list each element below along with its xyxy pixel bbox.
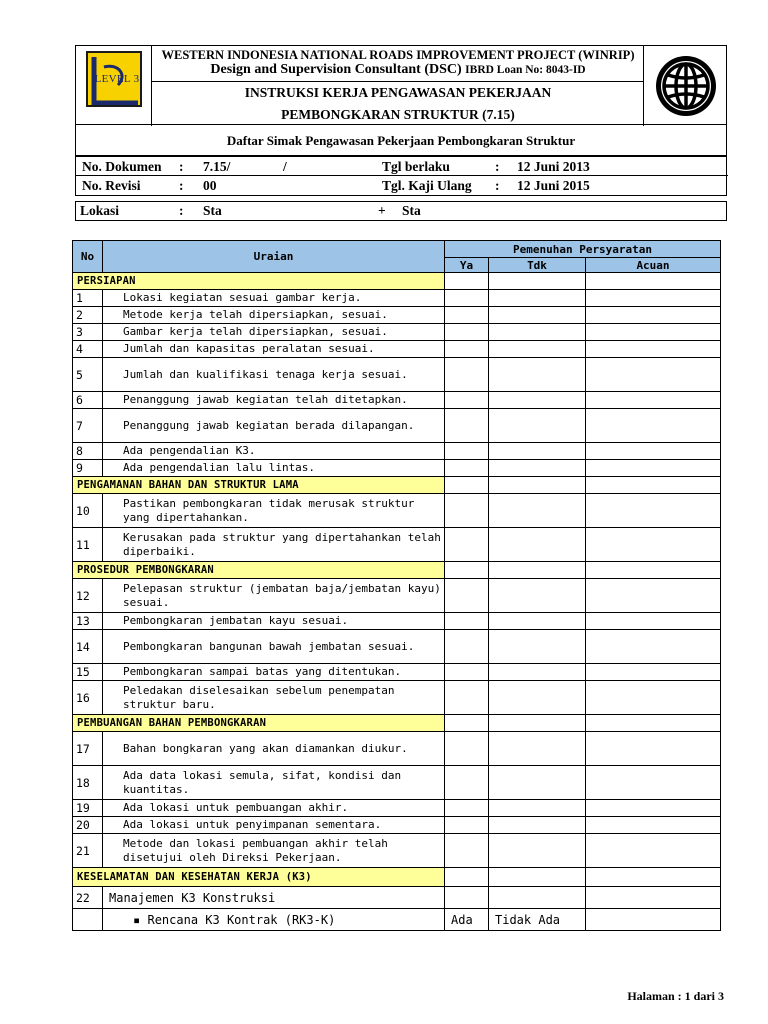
table-row [73, 460, 721, 477]
item-description: Pembongkaran sampai batas yang ditentukan. [103, 664, 445, 681]
tdk-checkbox-cell[interactable] [489, 817, 586, 834]
acuan-cell[interactable] [586, 341, 721, 358]
document-title [152, 82, 644, 126]
ya-checkbox-cell[interactable] [445, 800, 489, 817]
location-sta-start: Sta [203, 203, 222, 218]
item-number [73, 909, 103, 931]
project-row [152, 46, 644, 82]
section-empty-cell [489, 715, 586, 732]
document-header [75, 45, 727, 125]
item-description: Metode kerja telah dipersiapkan, sesuai. [103, 307, 445, 324]
item-description: Peledakan diselesaikan sebelum penempatan struktur baru. [103, 681, 445, 715]
title-line-2: PEMBONGKARAN STRUKTUR (7.15) [281, 107, 515, 122]
table-row [73, 817, 721, 834]
revision-label: No. Revisi [82, 178, 141, 193]
section-row [73, 715, 721, 732]
section-row [73, 868, 721, 887]
acuan-cell[interactable] [586, 613, 721, 630]
revision-sep: : [179, 178, 184, 193]
item-description: Ada lokasi untuk pembuangan akhir. [103, 800, 445, 817]
section-empty-cell [445, 562, 489, 579]
table-row [73, 887, 721, 909]
tdk-checkbox-cell[interactable] [489, 613, 586, 630]
item-number: 10 [73, 494, 103, 528]
item-number: 8 [73, 443, 103, 460]
tdk-checkbox-cell[interactable] [489, 358, 586, 392]
col-acuan-header: Acuan [586, 258, 721, 273]
tdk-checkbox-cell[interactable] [489, 681, 586, 715]
tdk-checkbox-cell[interactable] [489, 766, 586, 800]
checklist-table [72, 240, 721, 931]
title-line-1: INSTRUKSI KERJA PENGAWASAN PEKERJAAN [244, 85, 552, 100]
acuan-cell[interactable] [586, 817, 721, 834]
tdk-checkbox-cell[interactable] [489, 307, 586, 324]
table-row [73, 409, 721, 443]
section-empty-cell [445, 477, 489, 494]
valid-date-label: Tgl berlaku [382, 159, 450, 174]
acuan-cell[interactable] [586, 392, 721, 409]
table-row [73, 681, 721, 715]
tdk-checkbox-cell[interactable] [489, 630, 586, 664]
section-row [73, 562, 721, 579]
item-number: 4 [73, 341, 103, 358]
acuan-cell[interactable] [586, 664, 721, 681]
item-description: Penanggung jawab kegiatan berada dilapangan. [103, 409, 445, 443]
item-number: 21 [73, 834, 103, 868]
item-number: 22 [73, 887, 103, 909]
revision-value: 00 [203, 178, 217, 193]
tdk-checkbox-cell[interactable] [489, 460, 586, 477]
tdk-checkbox-cell[interactable] [489, 341, 586, 358]
acuan-cell[interactable] [586, 307, 721, 324]
project-name: WESTERN INDONESIA NATIONAL ROADS IMPROVEMENT PROJECT (WINRIP) [161, 48, 635, 62]
section-title: PENGAMANAN BAHAN DAN STRUKTUR LAMA [73, 477, 445, 494]
ya-checkbox-cell[interactable] [445, 732, 489, 766]
section-title: PEMBUANGAN BAHAN PEMBONGKARAN [73, 715, 445, 732]
k3-body [73, 887, 721, 931]
location-row [75, 201, 727, 221]
item-description: Penanggung jawab kegiatan telah ditetapkan. [103, 392, 445, 409]
section-empty-cell [445, 868, 489, 887]
ya-checkbox-cell[interactable] [445, 494, 489, 528]
consultant-name: Design and Supervision Consultant (DSC) [210, 62, 462, 77]
doc-number-label: No. Dokumen [82, 159, 162, 174]
checklist-body [73, 273, 721, 887]
table-row [73, 494, 721, 528]
item-description: Pelepasan struktur (jembatan baja/jembatan kayu) sesuai. [103, 579, 445, 613]
col-tdk-header: Tdk [489, 258, 586, 273]
item-description: Jumlah dan kualifikasi tenaga kerja sesuai. [103, 358, 445, 392]
item-description: Pembongkaran bangunan bawah jembatan sesuai. [103, 630, 445, 664]
item-description: Ada pengendalian lalu lintas. [103, 460, 445, 477]
item-number: 18 [73, 766, 103, 800]
meta-row-2 [76, 176, 728, 195]
item-number: 17 [73, 732, 103, 766]
item-number: 12 [73, 579, 103, 613]
section-empty-cell [489, 273, 586, 290]
section-row [73, 273, 721, 290]
title-cell [152, 46, 644, 126]
acuan-cell[interactable] [586, 800, 721, 817]
acuan-cell[interactable] [586, 732, 721, 766]
item-number: 13 [73, 613, 103, 630]
ya-checkbox-cell[interactable] [445, 392, 489, 409]
item-number: 14 [73, 630, 103, 664]
acuan-cell[interactable] [586, 630, 721, 664]
table-row [73, 392, 721, 409]
item-description: Gambar kerja telah dipersiapkan, sesuai. [103, 324, 445, 341]
item-description: Bahan bongkaran yang akan diamankan diukur. [103, 732, 445, 766]
ya-checkbox-cell[interactable] [445, 528, 489, 562]
item-description: Lokasi kegiatan sesuai gambar kerja. [103, 290, 445, 307]
item-description: Kerusakan pada struktur yang dipertahankan telah diperbaiki. [103, 528, 445, 562]
section-title: KESELAMATAN DAN KESEHATAN KERJA (K3) [73, 868, 445, 887]
table-row [73, 324, 721, 341]
section-empty-cell [586, 868, 721, 887]
doc-number-slash: / [283, 159, 287, 174]
acuan-cell[interactable] [586, 358, 721, 392]
item-description: Jumlah dan kapasitas peralatan sesuai. [103, 341, 445, 358]
section-empty-cell [586, 562, 721, 579]
item-number: 5 [73, 358, 103, 392]
table-row [73, 341, 721, 358]
ya-checkbox-cell[interactable] [445, 460, 489, 477]
table-row [73, 909, 721, 931]
review-date-label: Tgl. Kaji Ulang [382, 178, 472, 193]
doc-number-sep: : [179, 159, 184, 174]
meta-row-1 [76, 157, 728, 176]
tdk-checkbox-cell[interactable] [489, 579, 586, 613]
ya-checkbox-cell[interactable] [445, 887, 489, 909]
acuan-cell[interactable] [586, 834, 721, 868]
tdk-checkbox-cell[interactable] [489, 443, 586, 460]
col-no-header: No [73, 241, 103, 273]
item-number: 9 [73, 460, 103, 477]
checklist-subtitle: Daftar Simak Pengawasan Pekerjaan Pembongkaran Struktur [75, 124, 727, 156]
ya-option[interactable]: Ada [445, 909, 489, 931]
tdk-option[interactable]: Tidak Ada [489, 909, 586, 931]
level3-logo [86, 51, 142, 107]
item-number: 16 [73, 681, 103, 715]
table-row [73, 630, 721, 664]
logo-cell [76, 46, 152, 126]
consultant-line [152, 62, 644, 78]
tdk-checkbox-cell[interactable] [489, 732, 586, 766]
tdk-checkbox-cell[interactable] [489, 528, 586, 562]
location-plus: + [378, 203, 386, 218]
loan-number: IBRD Loan No: 8043-ID [465, 64, 586, 76]
table-row [73, 613, 721, 630]
item-number: 20 [73, 817, 103, 834]
section-empty-cell [445, 715, 489, 732]
acuan-cell[interactable] [586, 290, 721, 307]
tdk-checkbox-cell[interactable] [489, 800, 586, 817]
item-number: 3 [73, 324, 103, 341]
table-row [73, 732, 721, 766]
table-row [73, 528, 721, 562]
sub-item-text: Rencana K3 Kontrak (RK3-K) [147, 912, 336, 927]
acuan-cell[interactable] [586, 443, 721, 460]
location-sta-end: Sta [402, 203, 421, 218]
item-description: Ada pengendalian K3. [103, 443, 445, 460]
ya-checkbox-cell[interactable] [445, 307, 489, 324]
acuan-cell[interactable] [586, 909, 721, 931]
item-number: 6 [73, 392, 103, 409]
table-row [73, 443, 721, 460]
item-description: Ada lokasi untuk penyimpanan sementara. [103, 817, 445, 834]
tdk-checkbox-cell[interactable] [489, 494, 586, 528]
ya-checkbox-cell[interactable] [445, 324, 489, 341]
table-row [73, 800, 721, 817]
review-date-sep: : [495, 178, 500, 193]
ya-checkbox-cell[interactable] [445, 817, 489, 834]
acuan-cell[interactable] [586, 324, 721, 341]
section-empty-cell [489, 562, 586, 579]
acuan-cell[interactable] [586, 460, 721, 477]
section-empty-cell [489, 868, 586, 887]
col-fulfillment-header: Pemenuhan Persyaratan [445, 241, 721, 258]
doc-number-value: 7.15/ [203, 159, 231, 174]
table-header-row-1 [73, 241, 721, 258]
item-number: 15 [73, 664, 103, 681]
ya-checkbox-cell[interactable] [445, 766, 489, 800]
col-ya-header: Ya [445, 258, 489, 273]
acuan-cell[interactable] [586, 494, 721, 528]
document-meta [75, 156, 727, 196]
item-number: 7 [73, 409, 103, 443]
item-number: 2 [73, 307, 103, 324]
tdk-checkbox-cell[interactable] [489, 834, 586, 868]
valid-date-value: 12 Juni 2013 [517, 159, 590, 174]
acuan-cell[interactable] [586, 409, 721, 443]
ya-checkbox-cell[interactable] [445, 443, 489, 460]
globe-cell [644, 46, 728, 126]
acuan-cell[interactable] [586, 887, 721, 909]
location-label: Lokasi [80, 203, 120, 218]
logo-text: LEVEL 3 [94, 73, 140, 85]
tdk-checkbox-cell[interactable] [489, 290, 586, 307]
table-row [73, 579, 721, 613]
section-empty-cell [489, 477, 586, 494]
tdk-checkbox-cell[interactable] [489, 392, 586, 409]
col-uraian-header: Uraian [103, 241, 445, 273]
ya-checkbox-cell[interactable] [445, 834, 489, 868]
location-sep: : [179, 203, 184, 218]
section-empty-cell [586, 477, 721, 494]
table-row [73, 290, 721, 307]
item-description: Metode dan lokasi pembuangan akhir telah disetujui oleh Direksi Pekerjaan. [103, 834, 445, 868]
acuan-cell[interactable] [586, 579, 721, 613]
table-row [73, 766, 721, 800]
ya-checkbox-cell[interactable] [445, 579, 489, 613]
table-row [73, 664, 721, 681]
ya-checkbox-cell[interactable] [445, 409, 489, 443]
tdk-checkbox-cell[interactable] [489, 409, 586, 443]
ya-checkbox-cell[interactable] [445, 664, 489, 681]
ya-checkbox-cell[interactable] [445, 630, 489, 664]
item-number: 19 [73, 800, 103, 817]
table-row [73, 307, 721, 324]
item-number: 1 [73, 290, 103, 307]
ya-checkbox-cell[interactable] [445, 613, 489, 630]
tdk-checkbox-cell[interactable] [489, 664, 586, 681]
ya-checkbox-cell[interactable] [445, 290, 489, 307]
item-number: 11 [73, 528, 103, 562]
acuan-cell[interactable] [586, 766, 721, 800]
table-row [73, 834, 721, 868]
ya-checkbox-cell[interactable] [445, 681, 489, 715]
bullet-icon: ▪ [133, 912, 141, 927]
table-row [73, 358, 721, 392]
item-description: Manajemen K3 Konstruksi [103, 887, 445, 909]
section-title: PROSEDUR PEMBONGKARAN [73, 562, 445, 579]
acuan-cell[interactable] [586, 528, 721, 562]
item-description [103, 909, 445, 931]
section-empty-cell [586, 715, 721, 732]
tdk-checkbox-cell[interactable] [489, 887, 586, 909]
tdk-checkbox-cell[interactable] [489, 324, 586, 341]
section-empty-cell [445, 273, 489, 290]
section-row [73, 477, 721, 494]
valid-date-sep: : [495, 159, 500, 174]
section-empty-cell [586, 273, 721, 290]
ya-checkbox-cell[interactable] [445, 358, 489, 392]
item-description: Pastikan pembongkaran tidak merusak struktur yang dipertahankan. [103, 494, 445, 528]
page-number: Halaman : 1 dari 3 [627, 989, 724, 1003]
ya-checkbox-cell[interactable] [445, 341, 489, 358]
acuan-cell[interactable] [586, 681, 721, 715]
item-description: Ada data lokasi semula, sifat, kondisi dan kuantitas. [103, 766, 445, 800]
item-description: Pembongkaran jembatan kayu sesuai. [103, 613, 445, 630]
review-date-value: 12 Juni 2015 [517, 178, 590, 193]
world-bank-globe-icon [654, 54, 718, 118]
section-title: PERSIAPAN [73, 273, 445, 290]
